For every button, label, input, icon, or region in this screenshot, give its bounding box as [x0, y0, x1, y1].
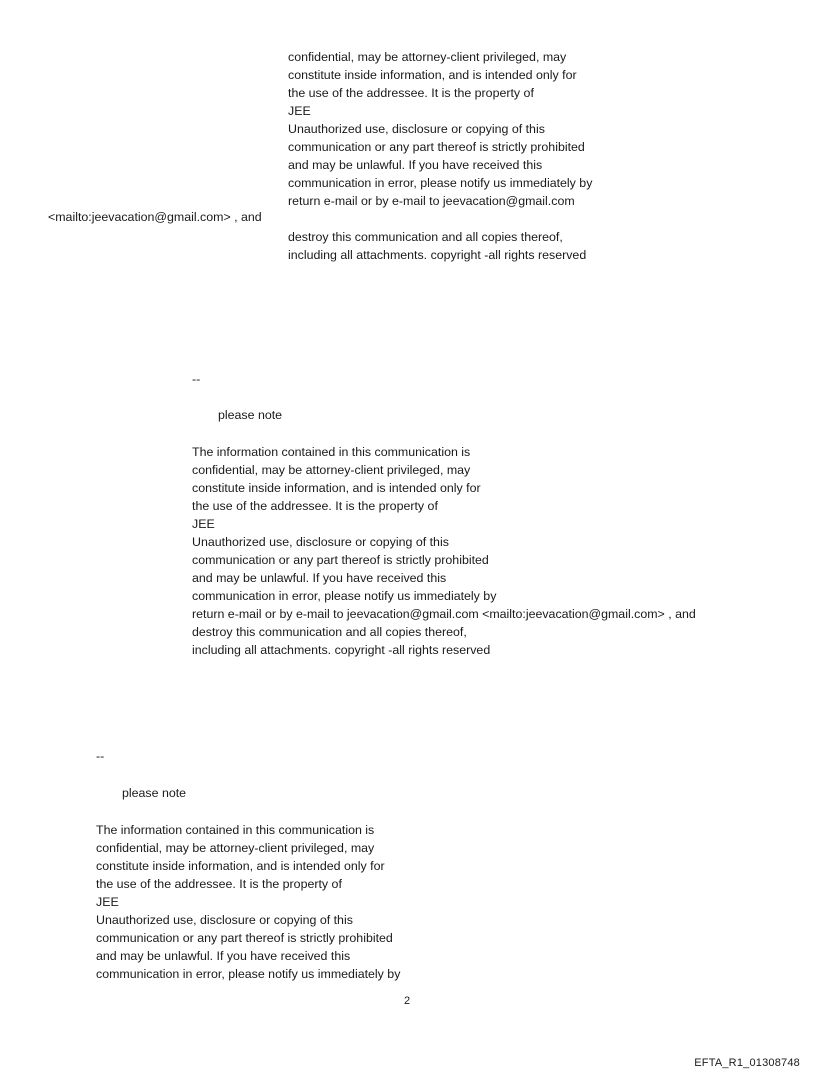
block1-line-2: constitute inside information, and is intended only for: [288, 68, 577, 82]
block3-line-6: Unauthorized use, disclosure or copying of this: [96, 913, 353, 927]
block2-line-11: destroy this communication and all copies thereof,: [192, 625, 467, 639]
block3-line-5: JEE: [96, 895, 119, 909]
block3-please-note: please note: [122, 786, 187, 800]
block3-line-4: the use of the addressee. It is the property of: [96, 877, 342, 891]
block1-line-10: destroy this communication and all copies thereof,: [288, 230, 563, 244]
block3-separator: --: [96, 749, 105, 763]
block2-line-8: and may be unlawful. If you have received this: [192, 571, 447, 585]
block1-line-6: communication or any part thereof is strictly prohibited: [288, 140, 585, 154]
block2-line-3: constitute inside information, and is intended only for: [192, 481, 481, 495]
block3-line-3: constitute inside information, and is intended only for: [96, 859, 385, 873]
block1-line-3: the use of the addressee. It is the property of: [288, 86, 534, 100]
page-number: 2: [404, 995, 411, 1007]
block2-line-9: communication in error, please notify us immediately by: [192, 589, 497, 603]
block1-line-8: communication in error, please notify us immediately by: [288, 176, 593, 190]
block2-line-2: confidential, may be attorney-client privileged, may: [192, 463, 471, 477]
block2-please-note: please note: [218, 408, 283, 422]
block1-line-11: including all attachments. copyright -all rights reserved: [288, 248, 587, 262]
document-id: EFTA_R1_01308748: [694, 1057, 800, 1069]
block3-line-7: communication or any part thereof is strictly prohibited: [96, 931, 393, 945]
block2-line-1: The information contained in this communication is: [192, 445, 471, 459]
block2-line-7: communication or any part thereof is strictly prohibited: [192, 553, 489, 567]
block2-line-6: Unauthorized use, disclosure or copying of this: [192, 535, 449, 549]
block2-separator: --: [192, 372, 201, 386]
block3-line-9: communication in error, please notify us immediately by: [96, 967, 401, 981]
block3-line-2: confidential, may be attorney-client privileged, may: [96, 841, 375, 855]
block1-line-1: confidential, may be attorney-client privileged, may: [288, 50, 567, 64]
block1-line-5: Unauthorized use, disclosure or copying of this: [288, 122, 545, 136]
block2-line-5: JEE: [192, 517, 215, 531]
block1-line-9: return e-mail or by e-mail to jeevacation@gmail.com: [288, 194, 575, 208]
block1-line-7: and may be unlawful. If you have received this: [288, 158, 543, 172]
block2-line-12: including all attachments. copyright -all rights reserved: [192, 643, 491, 657]
block3-line-1: The information contained in this communication is: [96, 823, 375, 837]
block1-mailto-link[interactable]: <mailto:jeevacation@gmail.com> , and: [48, 210, 262, 224]
block2-line-10[interactable]: return e-mail or by e-mail to jeevacation@gmail.com <mailto:jeevacation@gmail.com> , and: [192, 607, 696, 621]
block3-line-8: and may be unlawful. If you have received this: [96, 949, 351, 963]
block1-line-4: JEE: [288, 104, 311, 118]
block2-line-4: the use of the addressee. It is the property of: [192, 499, 438, 513]
